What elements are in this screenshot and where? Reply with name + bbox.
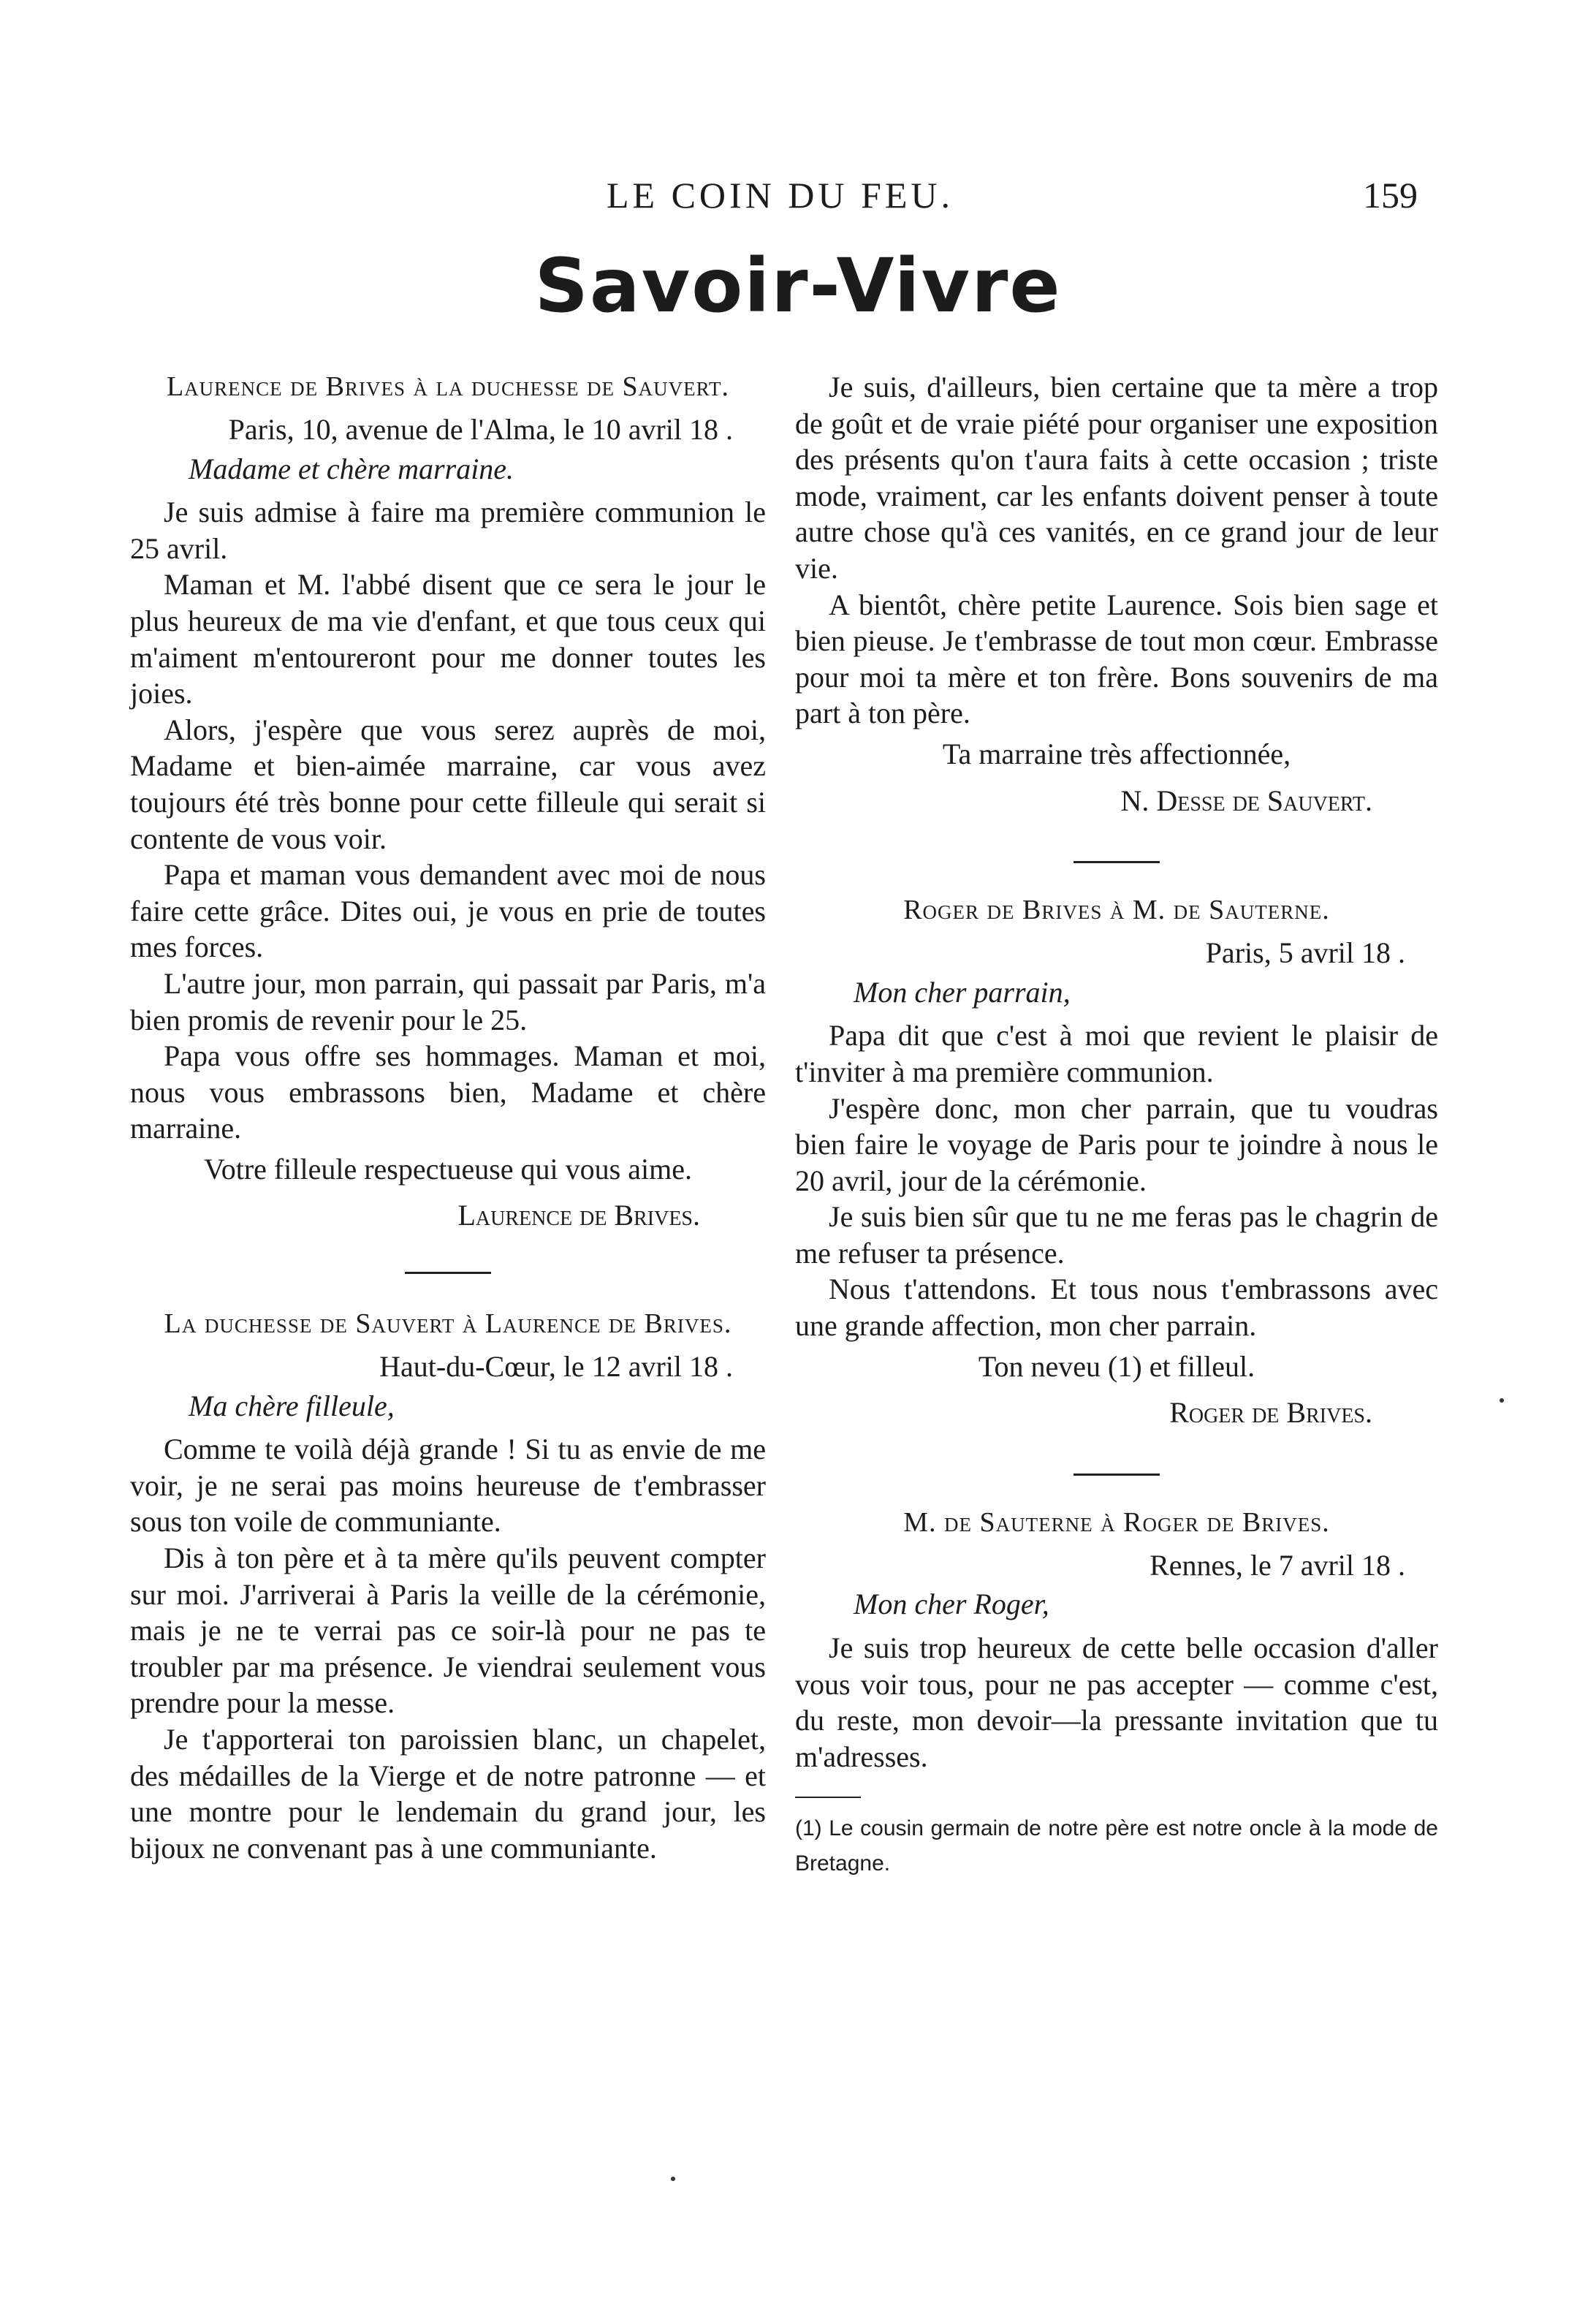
ink-speck xyxy=(671,2177,675,2181)
letter-heading: Laurence de Brives à la duchesse de Sauvert. xyxy=(166,371,730,402)
letter-4 xyxy=(795,1505,1438,1775)
letter-signature: Roger de Brives. xyxy=(1169,1396,1372,1430)
paragraph: A bientôt, chère petite Laurence. Sois bien sage et bien pieuse. Je t'embrasse de tout mon cœur. Embrasse pour moi ta mère et ton frère. Bons souvenirs de ma part à ton père. xyxy=(795,588,1438,730)
footnote: (1) Le cousin germain de notre père est notre oncle à la mode de Bretagne. xyxy=(795,1816,1438,1876)
paragraph: Papa et maman vous demandent avec moi de nous faire cette grâce. Dites oui, je vous en prie de toutes mes forces. xyxy=(130,858,766,964)
letter-signature: N. Desse de Sauvert. xyxy=(1120,784,1372,817)
section-divider xyxy=(405,1272,491,1274)
paragraph: Papa vous offre ses hommages. Maman et moi, nous vous embrassons bien, Madame et chère marraine. xyxy=(130,1039,766,1145)
paragraph: Nous t'attendons. Et tous nous t'embrassons avec une grande affection, mon cher parrain. xyxy=(795,1273,1438,1343)
letter-signature: Laurence de Brives. xyxy=(457,1199,700,1232)
ink-speck xyxy=(1500,1398,1504,1403)
letter-closing: Votre filleule respectueuse qui vous aime. xyxy=(204,1152,692,1186)
footnote-rule xyxy=(795,1797,861,1798)
letter-1 xyxy=(130,369,766,1234)
left-column xyxy=(130,369,766,1866)
letter-closing: Ton neveu (1) et filleul. xyxy=(978,1349,1255,1383)
paragraph: Je suis, d'ailleurs, bien certaine que ta mère a trop de goût et de vraie piété pour organiser une exposition des présents qu'on t'aura faits à cette occasion ; triste mode, vraiment, car les enfants doivent penser à toute autre chose qu'à ces vanités, en ce grand jour de leur vie. xyxy=(795,371,1438,585)
letter-2-continued xyxy=(795,369,1438,819)
paragraph: Papa dit que c'est à moi que revient le plaisir de t'inviter à ma première communion. xyxy=(795,1019,1438,1088)
letter-heading: M. de Sauterne à Roger de Brives. xyxy=(903,1506,1330,1538)
letter-salutation: Mon cher Roger, xyxy=(854,1588,1049,1621)
page-number: 159 xyxy=(1363,175,1418,216)
paragraph: J'espère donc, mon cher parrain, que tu voudras bien faire le voyage de Paris pour te joindre à nous le 20 avril, jour de la cérémonie. xyxy=(795,1091,1438,1197)
letter-dateline: Paris, 5 avril 18 . xyxy=(1205,936,1405,970)
letter-dateline: Paris, 10, avenue de l'Alma, le 10 avril 18 . xyxy=(228,413,733,446)
right-column xyxy=(795,369,1438,1881)
section-divider xyxy=(1074,861,1160,863)
letter-3 xyxy=(795,892,1438,1431)
paragraph: Alors, j'espère que vous serez auprès de moi, Madame et bien-aimée marraine, car vous avez toujours été très bonne pour cette filleule qui serait si contente de vous voir. xyxy=(130,713,766,855)
letter-closing: Ta marraine très affectionnée, xyxy=(942,737,1291,770)
letter-heading: La duchesse de Sauvert à Laurence de Brives. xyxy=(164,1308,732,1340)
section-divider xyxy=(1074,1474,1160,1476)
paragraph: L'autre jour, mon parrain, qui passait par Paris, m'a bien promis de revenir pour le 25. xyxy=(130,966,766,1036)
letter-salutation: Madame et chère marraine. xyxy=(189,452,514,485)
paragraph: Maman et M. l'abbé disent que ce sera le jour le plus heureux de ma vie d'enfant, et que tous ceux qui m'aiment m'entoureront pour me donner toutes les joies. xyxy=(130,568,766,710)
letter-dateline: Rennes, le 7 avril 18 . xyxy=(1150,1548,1405,1582)
paragraph: Dis à ton père et à ta mère qu'ils peuvent compter sur moi. J'arriverai à Paris la veille de la cérémonie, mais je ne te verrai pas ce soir-là pour ne pas te troubler par ma présence. Je viendrai seulement vous prendre pour la messe. xyxy=(130,1541,766,1720)
paragraph: Je suis admise à faire ma première communion le 25 avril. xyxy=(130,496,766,565)
letter-dateline: Haut-du-Cœur, le 12 avril 18 . xyxy=(379,1350,733,1384)
letter-salutation: Ma chère filleule, xyxy=(189,1389,395,1422)
letter-2 xyxy=(130,1306,766,1866)
paragraph: Je t'apporterai ton paroissien blanc, un chapelet, des médailles de la Vierge et de notre patronne — et une montre pour le lendemain du grand jour, les bijoux ne convenant pas à une communiante. xyxy=(130,1723,766,1865)
page-title: Savoir-Vivre xyxy=(534,243,1062,330)
paragraph: Je suis trop heureux de cette belle occasion d'aller vous voir tous, pour ne pas accepter — comme c'est, du reste, mon devoir—la pressante invitation que tu m'adresses. xyxy=(795,1631,1438,1773)
letter-heading: Roger de Brives à M. de Sauterne. xyxy=(903,895,1330,926)
paragraph: Je suis bien sûr que tu ne me feras pas le chagrin de me refuser ta présence. xyxy=(795,1200,1438,1270)
running-head: LE COIN DU FEU. xyxy=(607,175,954,216)
letter-salutation: Mon cher parrain, xyxy=(854,975,1071,1009)
paragraph: Comme te voilà déjà grande ! Si tu as envie de me voir, je ne serai pas moins heureuse de t'embrasser sous ton voile de communiante. xyxy=(130,1433,766,1539)
